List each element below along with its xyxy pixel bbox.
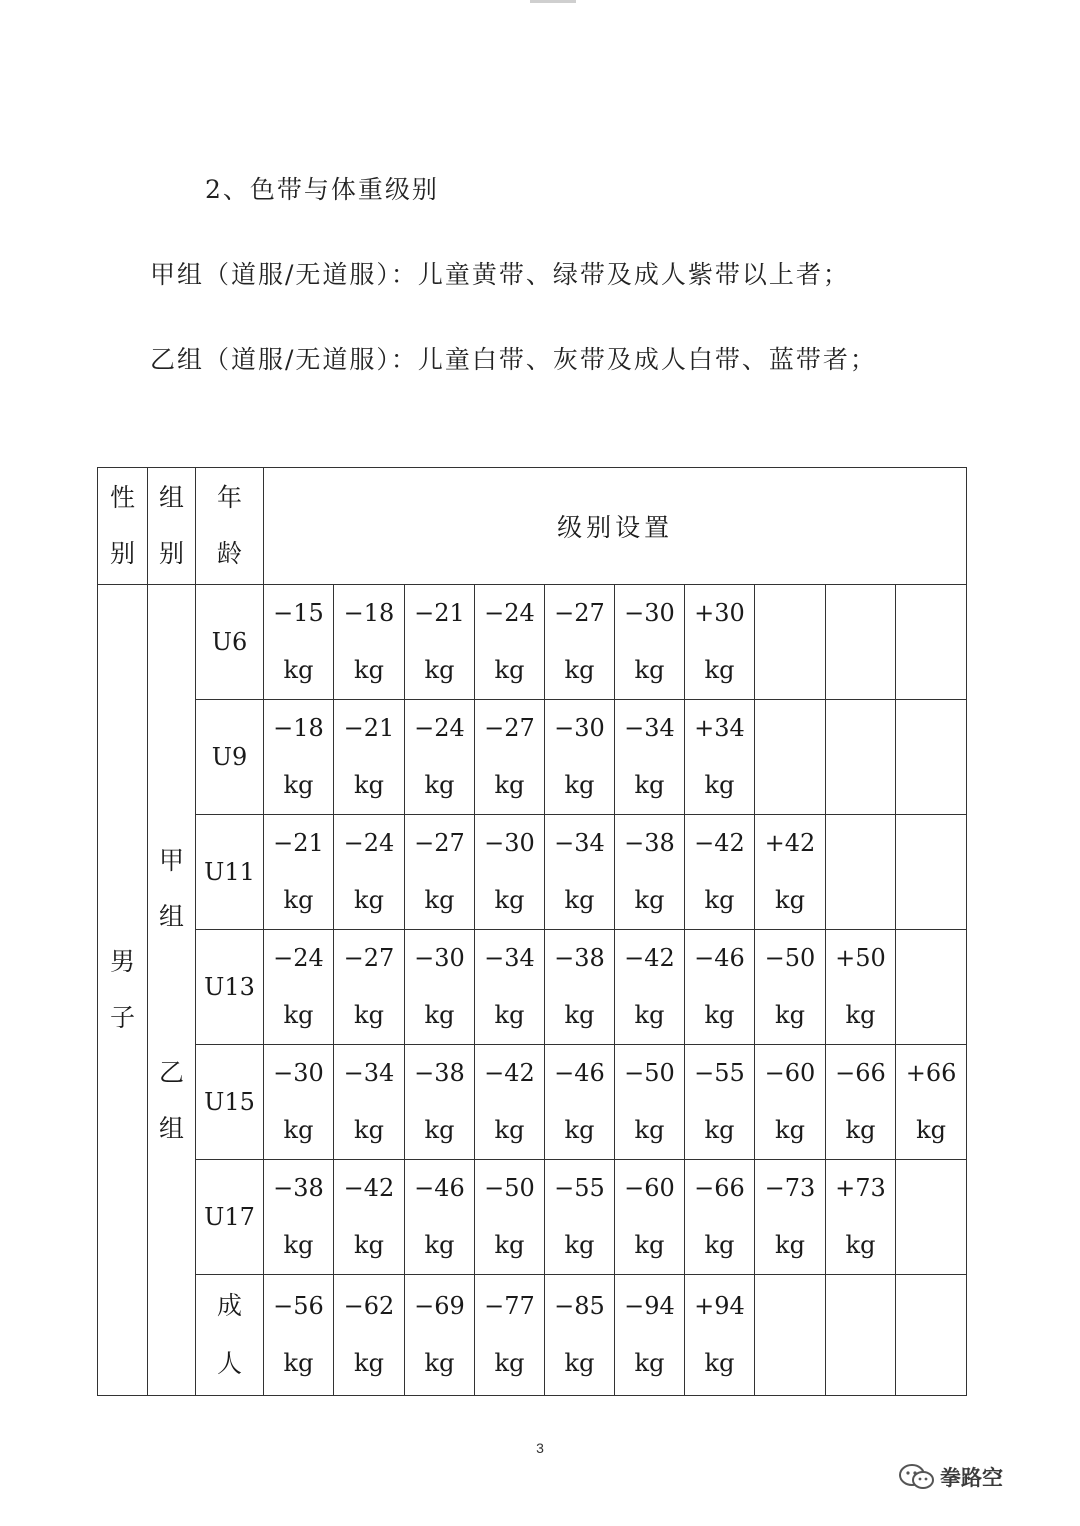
group-a-description: 甲组（道服/无道服）：儿童黄带、绿带及成人紫带以上者；: [150, 260, 850, 289]
weight-class-cell: −24 kg: [405, 700, 475, 815]
weight-class-cell: +34 kg: [685, 700, 755, 815]
weight-class-cell: −42 kg: [685, 815, 755, 930]
weight-class-cell: +50 kg: [826, 930, 896, 1045]
weight-class-cell: −27 kg: [405, 815, 475, 930]
header-age: 年 龄: [196, 468, 264, 585]
weight-class-cell: −15 kg: [264, 585, 334, 700]
header-gender: 性 别: [98, 468, 148, 585]
weight-class-cell: −60 kg: [755, 1045, 826, 1160]
weight-class-cell: −34 kg: [334, 1045, 405, 1160]
weight-class-cell: −60 kg: [615, 1160, 685, 1275]
page-number: 3: [536, 1440, 544, 1456]
age-cell: U17: [196, 1160, 264, 1275]
weight-class-cell: −27 kg: [545, 585, 615, 700]
weight-class-cell: +42 kg: [755, 815, 826, 930]
weight-class-cell: −30 kg: [475, 815, 545, 930]
weight-class-cell: [755, 1275, 826, 1396]
header-row: [98, 468, 967, 585]
age-cell: U6: [196, 585, 264, 700]
weight-row-U17: [98, 1160, 967, 1275]
age-cell: U11: [196, 815, 264, 930]
group-cell: [148, 585, 196, 1396]
weight-row-U6: [98, 585, 967, 700]
age-cell: U13: [196, 930, 264, 1045]
weight-class-cell: −55 kg: [545, 1160, 615, 1275]
weight-class-cell: −21 kg: [405, 585, 475, 700]
weight-class-cell: −85 kg: [545, 1275, 615, 1396]
weight-class-cell: +30 kg: [685, 585, 755, 700]
weight-class-cell: −77 kg: [475, 1275, 545, 1396]
weight-class-cell: +73 kg: [826, 1160, 896, 1275]
age-cell: U9: [196, 700, 264, 815]
weight-class-cell: [826, 1275, 896, 1396]
weight-class-cell: −46 kg: [685, 930, 755, 1045]
weight-class-cell: −30 kg: [264, 1045, 334, 1160]
weight-class-cell: −66 kg: [826, 1045, 896, 1160]
weight-class-cell: −38 kg: [615, 815, 685, 930]
weight-class-cell: −21 kg: [264, 815, 334, 930]
weight-class-cell: −73 kg: [755, 1160, 826, 1275]
weight-class-cell: −46 kg: [545, 1045, 615, 1160]
weight-class-cell: −50 kg: [755, 930, 826, 1045]
weight-class-cell: [826, 585, 896, 700]
weight-class-cell: −38 kg: [405, 1045, 475, 1160]
weight-class-cell: −42 kg: [615, 930, 685, 1045]
weight-class-cell: −24 kg: [264, 930, 334, 1045]
weight-class-cell: +94 kg: [685, 1275, 755, 1396]
weight-row-U13: [98, 930, 967, 1045]
weight-class-cell: −30 kg: [615, 585, 685, 700]
weight-class-cell: [896, 1275, 967, 1396]
weight-class-cell: −69 kg: [405, 1275, 475, 1396]
weight-class-cell: +66 kg: [896, 1045, 967, 1160]
wechat-icon: [898, 1463, 936, 1491]
weight-class-cell: [896, 585, 967, 700]
watermark: [898, 1462, 1003, 1492]
weight-class-cell: −38 kg: [545, 930, 615, 1045]
weight-class-cell: −24 kg: [475, 585, 545, 700]
weight-class-cell: −34 kg: [615, 700, 685, 815]
weight-class-cell: −27 kg: [334, 930, 405, 1045]
weight-class-cell: −66 kg: [685, 1160, 755, 1275]
group-b-description: 乙组（道服/无道服）：儿童白带、灰带及成人白带、蓝带者；: [150, 345, 877, 374]
weight-class-cell: [896, 1160, 967, 1275]
weight-class-cell: −21 kg: [334, 700, 405, 815]
section-heading: 2、色带与体重级别: [205, 175, 439, 204]
group-b-label: 乙 组: [158, 1058, 184, 1143]
weight-class-cell: −24 kg: [334, 815, 405, 930]
header-group: 组 别: [148, 468, 196, 585]
age-cell: 成 人: [196, 1275, 264, 1396]
weight-class-cell: [896, 930, 967, 1045]
age-cell: U15: [196, 1045, 264, 1160]
weight-class-cell: −42 kg: [475, 1045, 545, 1160]
weight-row-成人: [98, 1275, 967, 1396]
weight-class-cell: [826, 815, 896, 930]
weight-class-cell: −18 kg: [264, 700, 334, 815]
weight-class-cell: −38 kg: [264, 1160, 334, 1275]
watermark-text: 拳路空: [940, 1466, 1003, 1490]
weight-class-cell: [826, 700, 896, 815]
weight-class-cell: [755, 585, 826, 700]
weight-class-cell: −42 kg: [334, 1160, 405, 1275]
weight-class-cell: −30 kg: [405, 930, 475, 1045]
weight-class-cell: −55 kg: [685, 1045, 755, 1160]
weight-class-cell: −18 kg: [334, 585, 405, 700]
weight-class-cell: −50 kg: [475, 1160, 545, 1275]
scan-mark: [530, 0, 576, 3]
weight-class-cell: −27 kg: [475, 700, 545, 815]
weight-class-cell: −30 kg: [545, 700, 615, 815]
header-weight-classes: 级别设置: [264, 468, 967, 585]
weight-class-cell: −46 kg: [405, 1160, 475, 1275]
weight-class-cell: −34 kg: [475, 930, 545, 1045]
weight-class-cell: −34 kg: [545, 815, 615, 930]
weight-row-U15: [98, 1045, 967, 1160]
weight-class-cell: −50 kg: [615, 1045, 685, 1160]
weight-class-cell: [896, 700, 967, 815]
group-a-label: 甲 组: [158, 846, 184, 931]
weight-class-cell: −62 kg: [334, 1275, 405, 1396]
weight-class-table: [97, 467, 967, 1396]
weight-class-cell: −94 kg: [615, 1275, 685, 1396]
weight-class-cell: [755, 700, 826, 815]
gender-cell: 男 子: [98, 585, 148, 1396]
weight-row-U9: [98, 700, 967, 815]
weight-class-cell: [896, 815, 967, 930]
weight-row-U11: [98, 815, 967, 930]
weight-class-cell: −56 kg: [264, 1275, 334, 1396]
